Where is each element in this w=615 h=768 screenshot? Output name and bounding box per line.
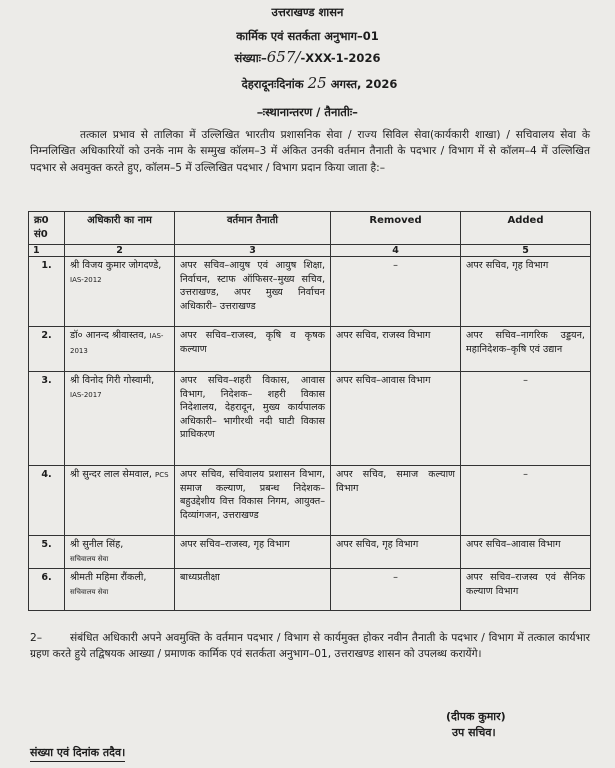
officer-name: श्रीमती महिमा रौंकली, [70,572,147,584]
row-added: अपर सचिव–राजस्व एवं सैनिक कल्याण विभाग [461,569,591,611]
officer-service: PCS [155,471,169,479]
row-added: अपर सचिव, गृह विभाग [461,257,591,327]
table-row [29,536,591,569]
table-row [29,327,591,372]
row-added: अपर सचिव–आवास विभाग [461,536,591,569]
row-removed: – [331,257,461,327]
row-current: बाध्यप्रतीक्षा [175,569,331,611]
para-2-number: 2– [30,632,43,644]
row-officer [65,257,175,327]
footer-note: संख्या एवं दिनांक तदैव। [30,745,125,762]
officer-name: श्री विनोद गिरी गोस्वामी, [70,375,155,386]
row-sn: 1. [29,257,65,327]
officer-name: श्री सुनील सिंह, [70,539,124,550]
order-date [12,76,615,91]
row-added: – [461,466,591,536]
header-added: Added [461,212,591,245]
row-sn: 3. [29,372,65,466]
number-suffix: -XXX-1-2026 [300,51,381,65]
department-title: कार्मिक एवं सतर्कता अनुभाग–01 [236,29,379,43]
officer-name: डॉ० आनन्द श्रीवास्तव, [70,330,147,341]
table-row [29,569,591,611]
date-prefix: देहरादूनःदिनांक [241,77,304,91]
row-officer [65,327,175,372]
officer-service: IAS-2017 [70,390,102,399]
para-2 [30,630,590,663]
officer-service: IAS-2013 [70,332,164,355]
table-row [29,372,591,466]
transfer-table [28,211,591,611]
row-current: अपर सचिव–शहरी विकास, आवास विभाग, निदेशक– शहरी विकास निदेशालय, देहरादून, मुख्य कार्यपालक अधिकारी– भागीरथी नदी घाटी विकास प्राधिकरण [175,372,331,466]
row-officer [65,569,175,611]
signatory-designation: उप सचिव। [452,726,496,739]
header-removed: Removed [331,212,461,245]
order-number [0,50,615,65]
row-officer [65,466,175,536]
row-current: अपर सचिव–राजस्व, गृह विभाग [175,536,331,569]
col-num: 2 [65,245,175,257]
row-sn: 4. [29,466,65,536]
row-removed: अपर सचिव, गृह विभाग [331,536,461,569]
row-current: अपर सचिव, सचिवालय प्रशासन विभाग, समाज कल्याण, प्रबन्ध निदेशक–बहुउद्देशीय वित्त विकास निगम, आयुक्त– दिव्यांगजन, उत्तराखण्ड [175,466,331,536]
row-removed: अपर सचिव–आवास विभाग [331,372,461,466]
officer-service: IAS-2012 [70,275,102,284]
col-num: 3 [175,245,331,257]
table-header-row [29,212,591,245]
date-suffix: अगस्त, 2026 [330,77,398,91]
row-sn: 6. [29,569,65,611]
row-added: – [461,372,591,466]
row-officer [65,372,175,466]
row-current: अपर सचिव–आयुष एवं आयुष शिक्षा, निर्वाचन, स्टाफ ऑफिसर–मुख्य सचिव, उत्तराखण्ड, अपर मुख्य निर्वाचन अधिकारी– उत्तराखण्ड [175,257,331,327]
header-current: वर्तमान तैनाती [175,212,331,245]
col-num: 5 [461,245,591,257]
subject: –ःस्थानान्तरण / तैनातीः– [257,105,358,119]
officer-name: श्री विजय कुमार जोगदण्डे, [70,260,162,271]
row-sn: 5. [29,536,65,569]
handwritten-date: 25 [307,74,327,92]
col-num: 1 [29,245,65,257]
column-number-row [29,245,591,257]
row-removed: अपर सचिव, राजस्व विभाग [331,327,461,372]
table-row [29,466,591,536]
intro-paragraph: तत्काल प्रभाव से तालिका में उल्लिखित भारतीय प्रशासनिक सेवा / राज्य सिविल सेवा(कार्यकारी शाखा) / सचिवालय सेवा के निम्नलिखित अधिकारियों को उनके नाम के सम्मुख कॉलम–3 में अंकित उनकी वर्तमान तैनाती के पदभार / विभाग में से कॉलम–4 में उल्लिखित पदभार से अवमुक्त करते हुए, कॉलम–5 में उल्लिखित पदभार / विभाग प्रदान किया जाता है:– [30,129,590,174]
table-row [29,257,591,327]
row-added: अपर सचिव–नागरिक उड्डयन, महानिदेशक–कृषि एवं उद्यान [461,327,591,372]
govt-title: उत्तराखण्ड शासन [271,5,344,19]
header-sn: क्र0 सं0 [29,212,65,245]
officer-service: सचिवालय सेवा [70,587,109,596]
para-2-text: संबंधित अधिकारी अपने अवमुक्ति के वर्तमान पदभार / विभाग से कार्यमुक्त होकर नवीन तैनाती के पदभार / विभाग में तत्काल कार्यभार ग्रहण करते हुये तद्विषयक आख्या / प्रमाणक कार्मिक एवं सतर्कता अनुभाग–01, उत्तराखण्ड शासन को उपलब्ध करायेंगे। [30,632,590,661]
officer-service: सचिवालय सेवा [70,554,109,563]
signatory-name: (दीपक कुमार) [446,710,506,723]
handwritten-number: 657/ [266,48,301,66]
header-name: अधिकारी का नाम [65,212,175,245]
row-removed: अपर सचिव, समाज कल्याण विभाग [331,466,461,536]
number-prefix: संख्याः– [234,51,267,65]
officer-name: श्री सुन्दर लाल सेमवाल, [70,469,152,480]
row-sn: 2. [29,327,65,372]
row-officer [65,536,175,569]
row-current: अपर सचिव–राजस्व, कृषि व कृषक कल्याण [175,327,331,372]
col-num: 4 [331,245,461,257]
row-removed: – [331,569,461,611]
